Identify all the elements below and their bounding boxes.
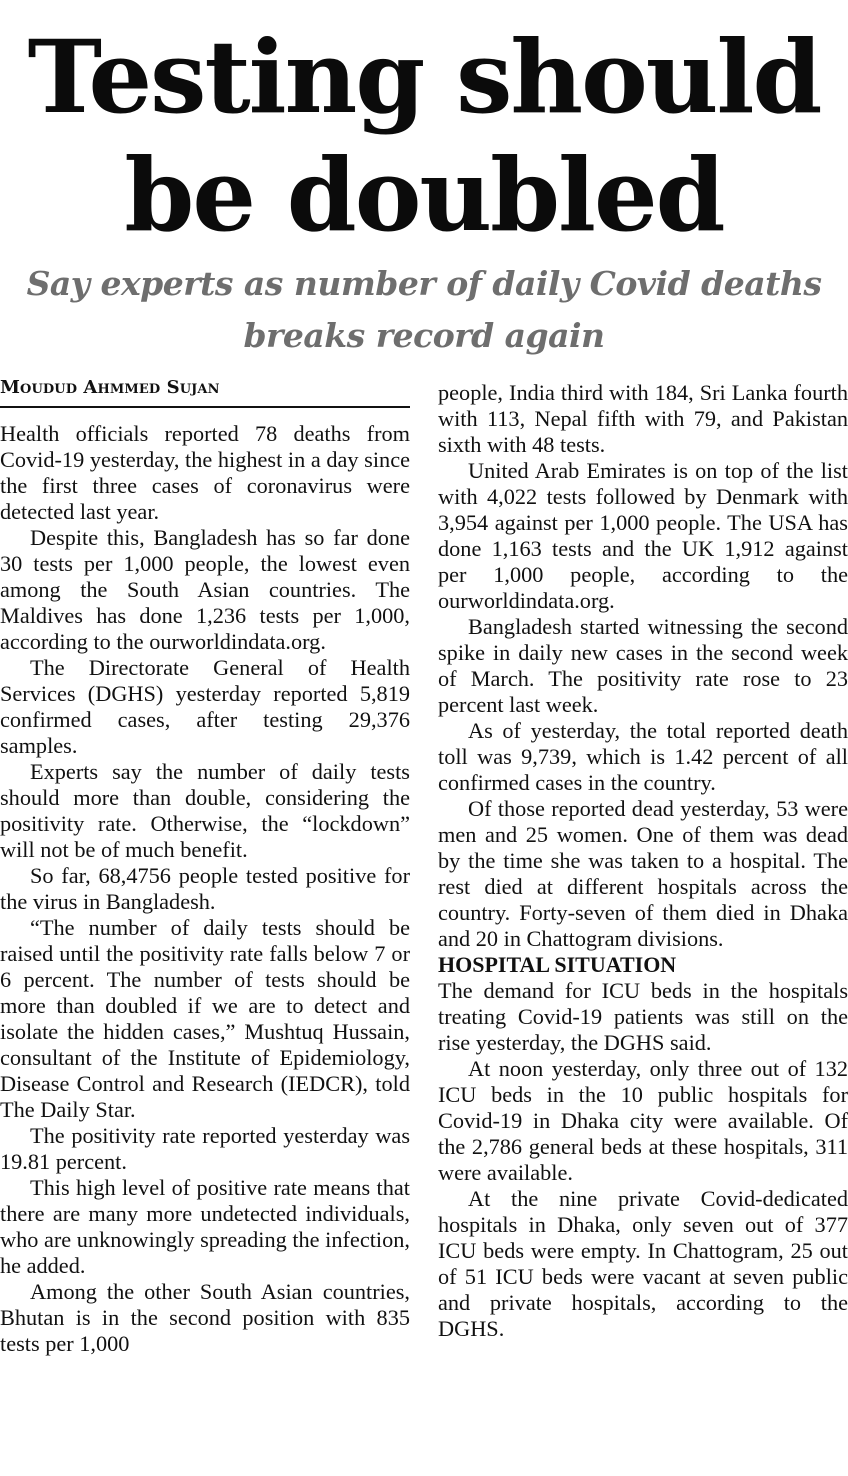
byline: Moudud Ahmmed Sujan [0,374,410,408]
paragraph: Despite this, Bangladesh has so far done 30 tests per 1,000 people, the lowest even among the South Asian countries. The Maldives has done 1,236 tests per 1,000, according to the ourworldindata.org. [0,525,410,654]
subheadline-line-1: Say experts as number of daily Covid deaths [26,264,822,303]
subheadline [0,258,848,362]
subheadline-line-2: breaks record again [243,316,605,355]
paragraph: United Arab Emirates is on top of the list with 4,022 tests followed by Denmark with 3,954 against per 1,000 people. The USA has done 1,163 tests and the UK 1,912 against per 1,000 people, according to the ourworldindata.org. [438,458,848,613]
paragraph: Experts say the number of daily tests should more than double, considering the positivity rate. Otherwise, the “lockdown” will not be of much benefit. [0,759,410,862]
headline [0,18,848,254]
paragraph: The Directorate General of Health Services (DGHS) yesterday reported 5,819 confirmed cases, after testing 29,376 samples. [0,655,410,758]
paragraph: Bangladesh started witnessing the second spike in daily new cases in the second week of March. The positivity rate rose to 23 percent last week. [438,614,848,717]
paragraph: The positivity rate reported yesterday was 19.81 percent. [0,1123,410,1174]
right-column [438,380,848,1342]
right-column-body [438,380,848,1342]
paragraph: “The number of daily tests should be raised until the positivity rate falls below 7 or 6 percent. The number of tests should be more than doubled if we are to detect and isolate the hidden cases,” Mushtuq Hussain, consultant of the Institute of Epidemiology, Disease Control and Research (IEDCR), told The Daily Star. [0,915,410,1122]
paragraph: So far, 68,4756 people tested positive for the virus in Bangladesh. [0,863,410,914]
left-column [0,374,410,1357]
paragraph: Among the other South Asian countries, Bhutan is in the second position with 835 tests per 1,000 [0,1279,410,1356]
paragraph: Of those reported dead yesterday, 53 were men and 25 women. One of them was dead by the time she was taken to a hospital. The rest died at different hospitals across the country. Forty-seven of them died in Dhaka and 20 in Chattogram divisions. [438,796,848,951]
paragraph: At the nine private Covid-dedicated hospitals in Dhaka, only seven out of 377 ICU beds were empty. In Chattogram, 25 out of 51 ICU beds were vacant at seven public and private hospitals, according to the DGHS. [438,1186,848,1341]
paragraph: The demand for ICU beds in the hospitals treating Covid-19 patients was still on the rise yesterday, the DGHS said. [438,978,848,1055]
headline-line-2: be doubled [124,136,724,254]
paragraph: This high level of positive rate means that there are many more undetected individuals, who are unknowingly spreading the infection, he added. [0,1175,410,1278]
paragraph: As of yesterday, the total reported death toll was 9,739, which is 1.42 percent of all confirmed cases in the country. [438,718,848,795]
paragraph: Health officials reported 78 deaths from Covid-19 yesterday, the highest in a day since the first three cases of coronavirus were detected last year. [0,421,410,524]
paragraph: At noon yesterday, only three out of 132 ICU beds in the 10 public hospitals for Covid-19 in Dhaka city were available. Of the 2,786 general beds at these hospitals, 311 were available. [438,1056,848,1185]
headline-line-1: Testing should [27,18,821,136]
section-heading: HOSPITAL SITUATION [438,952,677,977]
paragraph-continuation: people, India third with 184, Sri Lanka fourth with 113, Nepal fifth with 79, and Pakistan sixth with 48 tests. [438,380,848,457]
left-column-body [0,421,410,1357]
